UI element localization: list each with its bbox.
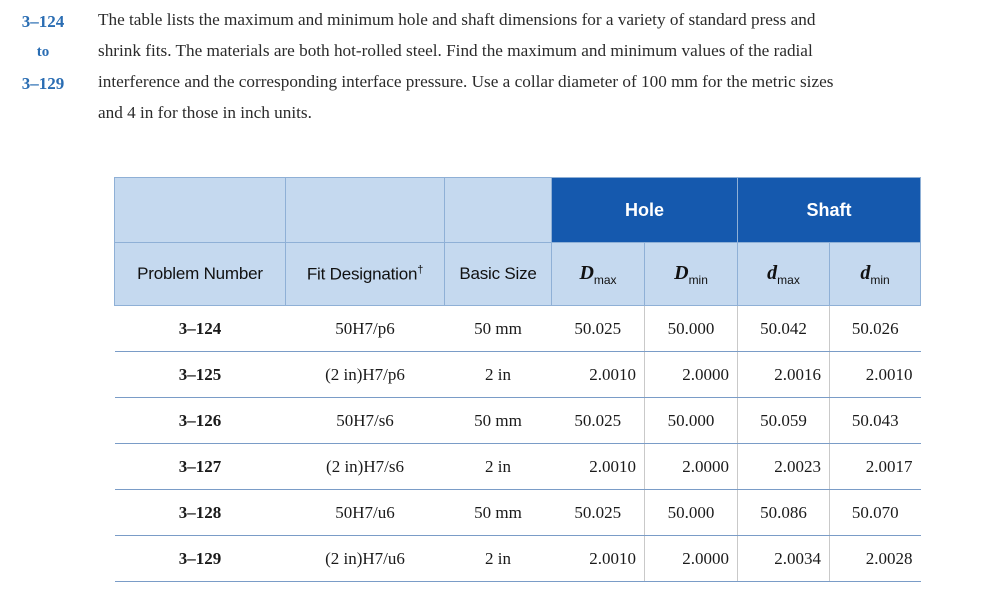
fit-cell: (2 in)H7/u6 <box>286 536 445 582</box>
dmax-shaft-cell: 2.0034 <box>738 536 830 582</box>
statement-line: interference and the corresponding interface pressure. Use a collar diameter of 100 mm for the metric sizes <box>98 72 834 91</box>
dmax-hole-cell: 2.0010 <box>552 352 645 398</box>
problem-number-cell: 3–128 <box>115 490 286 536</box>
basic-size-cell: 50 mm <box>445 490 552 536</box>
problem-range-end: 3–129 <box>21 74 65 93</box>
hole-dmin-header <box>645 243 738 306</box>
dmax-shaft-cell: 50.059 <box>738 398 830 444</box>
dmin-hole-cell: 2.0000 <box>645 536 738 582</box>
fits-table-body <box>115 306 921 582</box>
dmax-hole-cell: 50.025 <box>552 490 645 536</box>
fit-cell: 50H7/s6 <box>286 398 445 444</box>
statement-line: and 4 in for those in inch units. <box>98 103 312 122</box>
statement-line: shrink fits. The materials are both hot-rolled steel. Find the maximum and minimum values of the radial <box>98 41 813 60</box>
dmax-shaft-cell: 2.0016 <box>738 352 830 398</box>
basic-size-cell: 50 mm <box>445 398 552 444</box>
header-spacer <box>286 178 445 243</box>
symbol: D <box>579 261 594 284</box>
basic-size-cell: 2 in <box>445 536 552 582</box>
fit-cell: 50H7/p6 <box>286 306 445 352</box>
problem-range-to: to <box>36 44 50 60</box>
problem-statement <box>98 4 998 128</box>
dmin-hole-cell: 2.0000 <box>645 352 738 398</box>
dmax-hole-cell: 2.0010 <box>552 536 645 582</box>
problem-number-cell: 3–129 <box>115 536 286 582</box>
problem-range-start: 3–124 <box>21 12 65 31</box>
hole-dmax-header <box>552 243 645 306</box>
dmin-shaft-cell: 50.026 <box>830 306 921 352</box>
basic-size-cell: 2 in <box>445 444 552 490</box>
hole-group-header: Hole <box>552 178 738 243</box>
problem-number-cell: 3–127 <box>115 444 286 490</box>
subscript: min <box>688 272 708 287</box>
dmin-shaft-cell: 2.0028 <box>830 536 921 582</box>
dmax-shaft-cell: 2.0023 <box>738 444 830 490</box>
shaft-group-header: Shaft <box>738 178 921 243</box>
problem-number-cell: 3–126 <box>115 398 286 444</box>
problem-range-label <box>0 6 86 99</box>
header-spacer <box>445 178 552 243</box>
table-row <box>115 536 921 582</box>
fit-cell: (2 in)H7/p6 <box>286 352 445 398</box>
subscript: min <box>870 272 890 287</box>
table-row <box>115 398 921 444</box>
subscript: max <box>593 272 617 287</box>
dmin-hole-cell: 50.000 <box>645 306 738 352</box>
problem-number-cell: 3–125 <box>115 352 286 398</box>
symbol: d <box>767 261 778 284</box>
dmin-shaft-cell: 50.043 <box>830 398 921 444</box>
shaft-dmin-header <box>830 243 921 306</box>
fits-table <box>114 177 921 582</box>
fit-cell: (2 in)H7/s6 <box>286 444 445 490</box>
column-header-row <box>115 243 921 306</box>
dmax-hole-cell: 50.025 <box>552 306 645 352</box>
header-spacer <box>115 178 286 243</box>
problem-number-header: Problem Number <box>115 243 286 306</box>
dmax-hole-cell: 50.025 <box>552 398 645 444</box>
dmin-shaft-cell: 2.0010 <box>830 352 921 398</box>
dmax-shaft-cell: 50.042 <box>738 306 830 352</box>
dmin-hole-cell: 2.0000 <box>645 444 738 490</box>
dmin-shaft-cell: 2.0017 <box>830 444 921 490</box>
dmin-hole-cell: 50.000 <box>645 490 738 536</box>
table-row <box>115 490 921 536</box>
footnote-dagger: † <box>417 263 424 276</box>
shaft-dmax-header <box>738 243 830 306</box>
subscript: max <box>777 272 800 287</box>
group-header-row <box>115 178 921 243</box>
symbol: D <box>674 261 689 284</box>
fit-cell: 50H7/u6 <box>286 490 445 536</box>
table-row <box>115 444 921 490</box>
basic-size-header: Basic Size <box>445 243 552 306</box>
dmax-shaft-cell: 50.086 <box>738 490 830 536</box>
statement-line: The table lists the maximum and minimum hole and shaft dimensions for a variety of standard press and <box>98 10 816 29</box>
table-row <box>115 352 921 398</box>
symbol: d <box>860 261 871 284</box>
fit-designation-label: Fit Designation <box>306 264 418 284</box>
table-row <box>115 306 921 352</box>
problem-number-cell: 3–124 <box>115 306 286 352</box>
basic-size-cell: 2 in <box>445 352 552 398</box>
fit-designation-header <box>286 243 445 306</box>
dmin-shaft-cell: 50.070 <box>830 490 921 536</box>
dmax-hole-cell: 2.0010 <box>552 444 645 490</box>
dmin-hole-cell: 50.000 <box>645 398 738 444</box>
basic-size-cell: 50 mm <box>445 306 552 352</box>
